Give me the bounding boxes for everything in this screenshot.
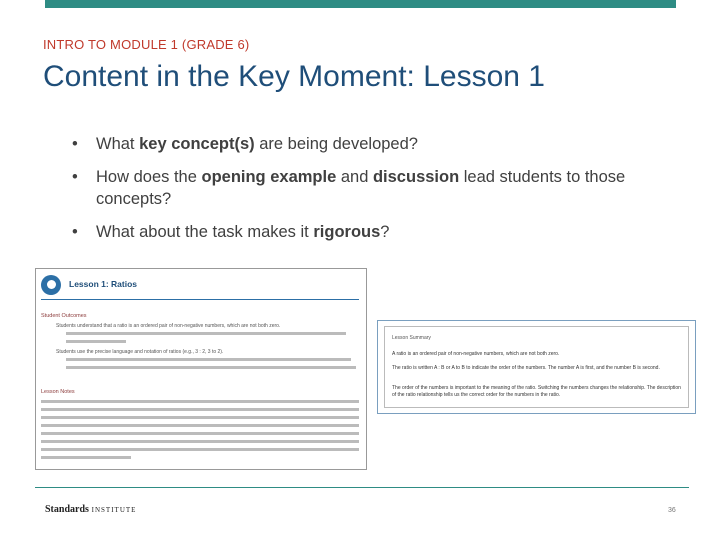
outcome-text: Students understand that a ratio is an ordered pair of non-negative numbers, which are not both zero. (56, 323, 281, 329)
summary-line: The ratio is written A : B or A to B to indicate the order of the numbers. The number A is first, and the number B is second. (392, 365, 660, 371)
outcomes-heading: Student Outcomes (41, 313, 87, 319)
bullet-icon: • (72, 135, 78, 153)
text-line (66, 366, 356, 369)
text-line (41, 456, 131, 459)
list-item: • What key concept(s) are being developed? (72, 135, 418, 153)
lesson-header (36, 269, 366, 299)
text-line (41, 408, 359, 411)
lesson-summary-image (377, 320, 696, 414)
page-number: 36 (668, 507, 676, 514)
bullet-icon: • (72, 168, 78, 186)
lesson-document-image (35, 268, 367, 470)
summary-box (384, 326, 689, 408)
text-line (41, 400, 359, 403)
divider (41, 299, 359, 300)
lesson-title: Lesson 1: Ratios (69, 279, 138, 289)
text-line (66, 332, 346, 335)
notes-heading: Lesson Notes (41, 389, 75, 395)
text-line (41, 416, 359, 419)
slide-subtitle: INTRO TO MODULE 1 (GRADE 6) (43, 37, 250, 52)
text-line (41, 424, 359, 427)
list-item: • What about the task makes it rigorous? (72, 223, 390, 241)
outcome-text: Students use the precise language and notation of ratios (e.g., 3 : 2, 3 to 2). (56, 349, 224, 355)
question-list (72, 133, 652, 254)
curriculum-logo-icon (41, 275, 61, 295)
standards-institute-logo: Standards INSTITUTE (45, 504, 137, 515)
footer-divider (35, 487, 689, 488)
top-accent-bar (45, 0, 676, 8)
bullet-icon: • (72, 223, 78, 241)
summary-line: The order of the numbers is important to the meaning of the ratio. Switching the numbers changes the relationship. The description of the ratio relationship tells us the correct order for the numbers in the ratio. (392, 385, 681, 398)
text-line (66, 358, 351, 361)
text-line (41, 440, 359, 443)
text-line (41, 448, 359, 451)
list-item: • How does the opening example and discussion lead students to those concepts? (72, 168, 626, 208)
slide-title: Content in the Key Moment: Lesson 1 (43, 60, 545, 93)
summary-line: A ratio is an ordered pair of non-negative numbers, which are not both zero. (392, 351, 560, 357)
summary-heading: Lesson Summary (392, 335, 431, 341)
text-line (66, 340, 126, 343)
text-line (41, 432, 359, 435)
